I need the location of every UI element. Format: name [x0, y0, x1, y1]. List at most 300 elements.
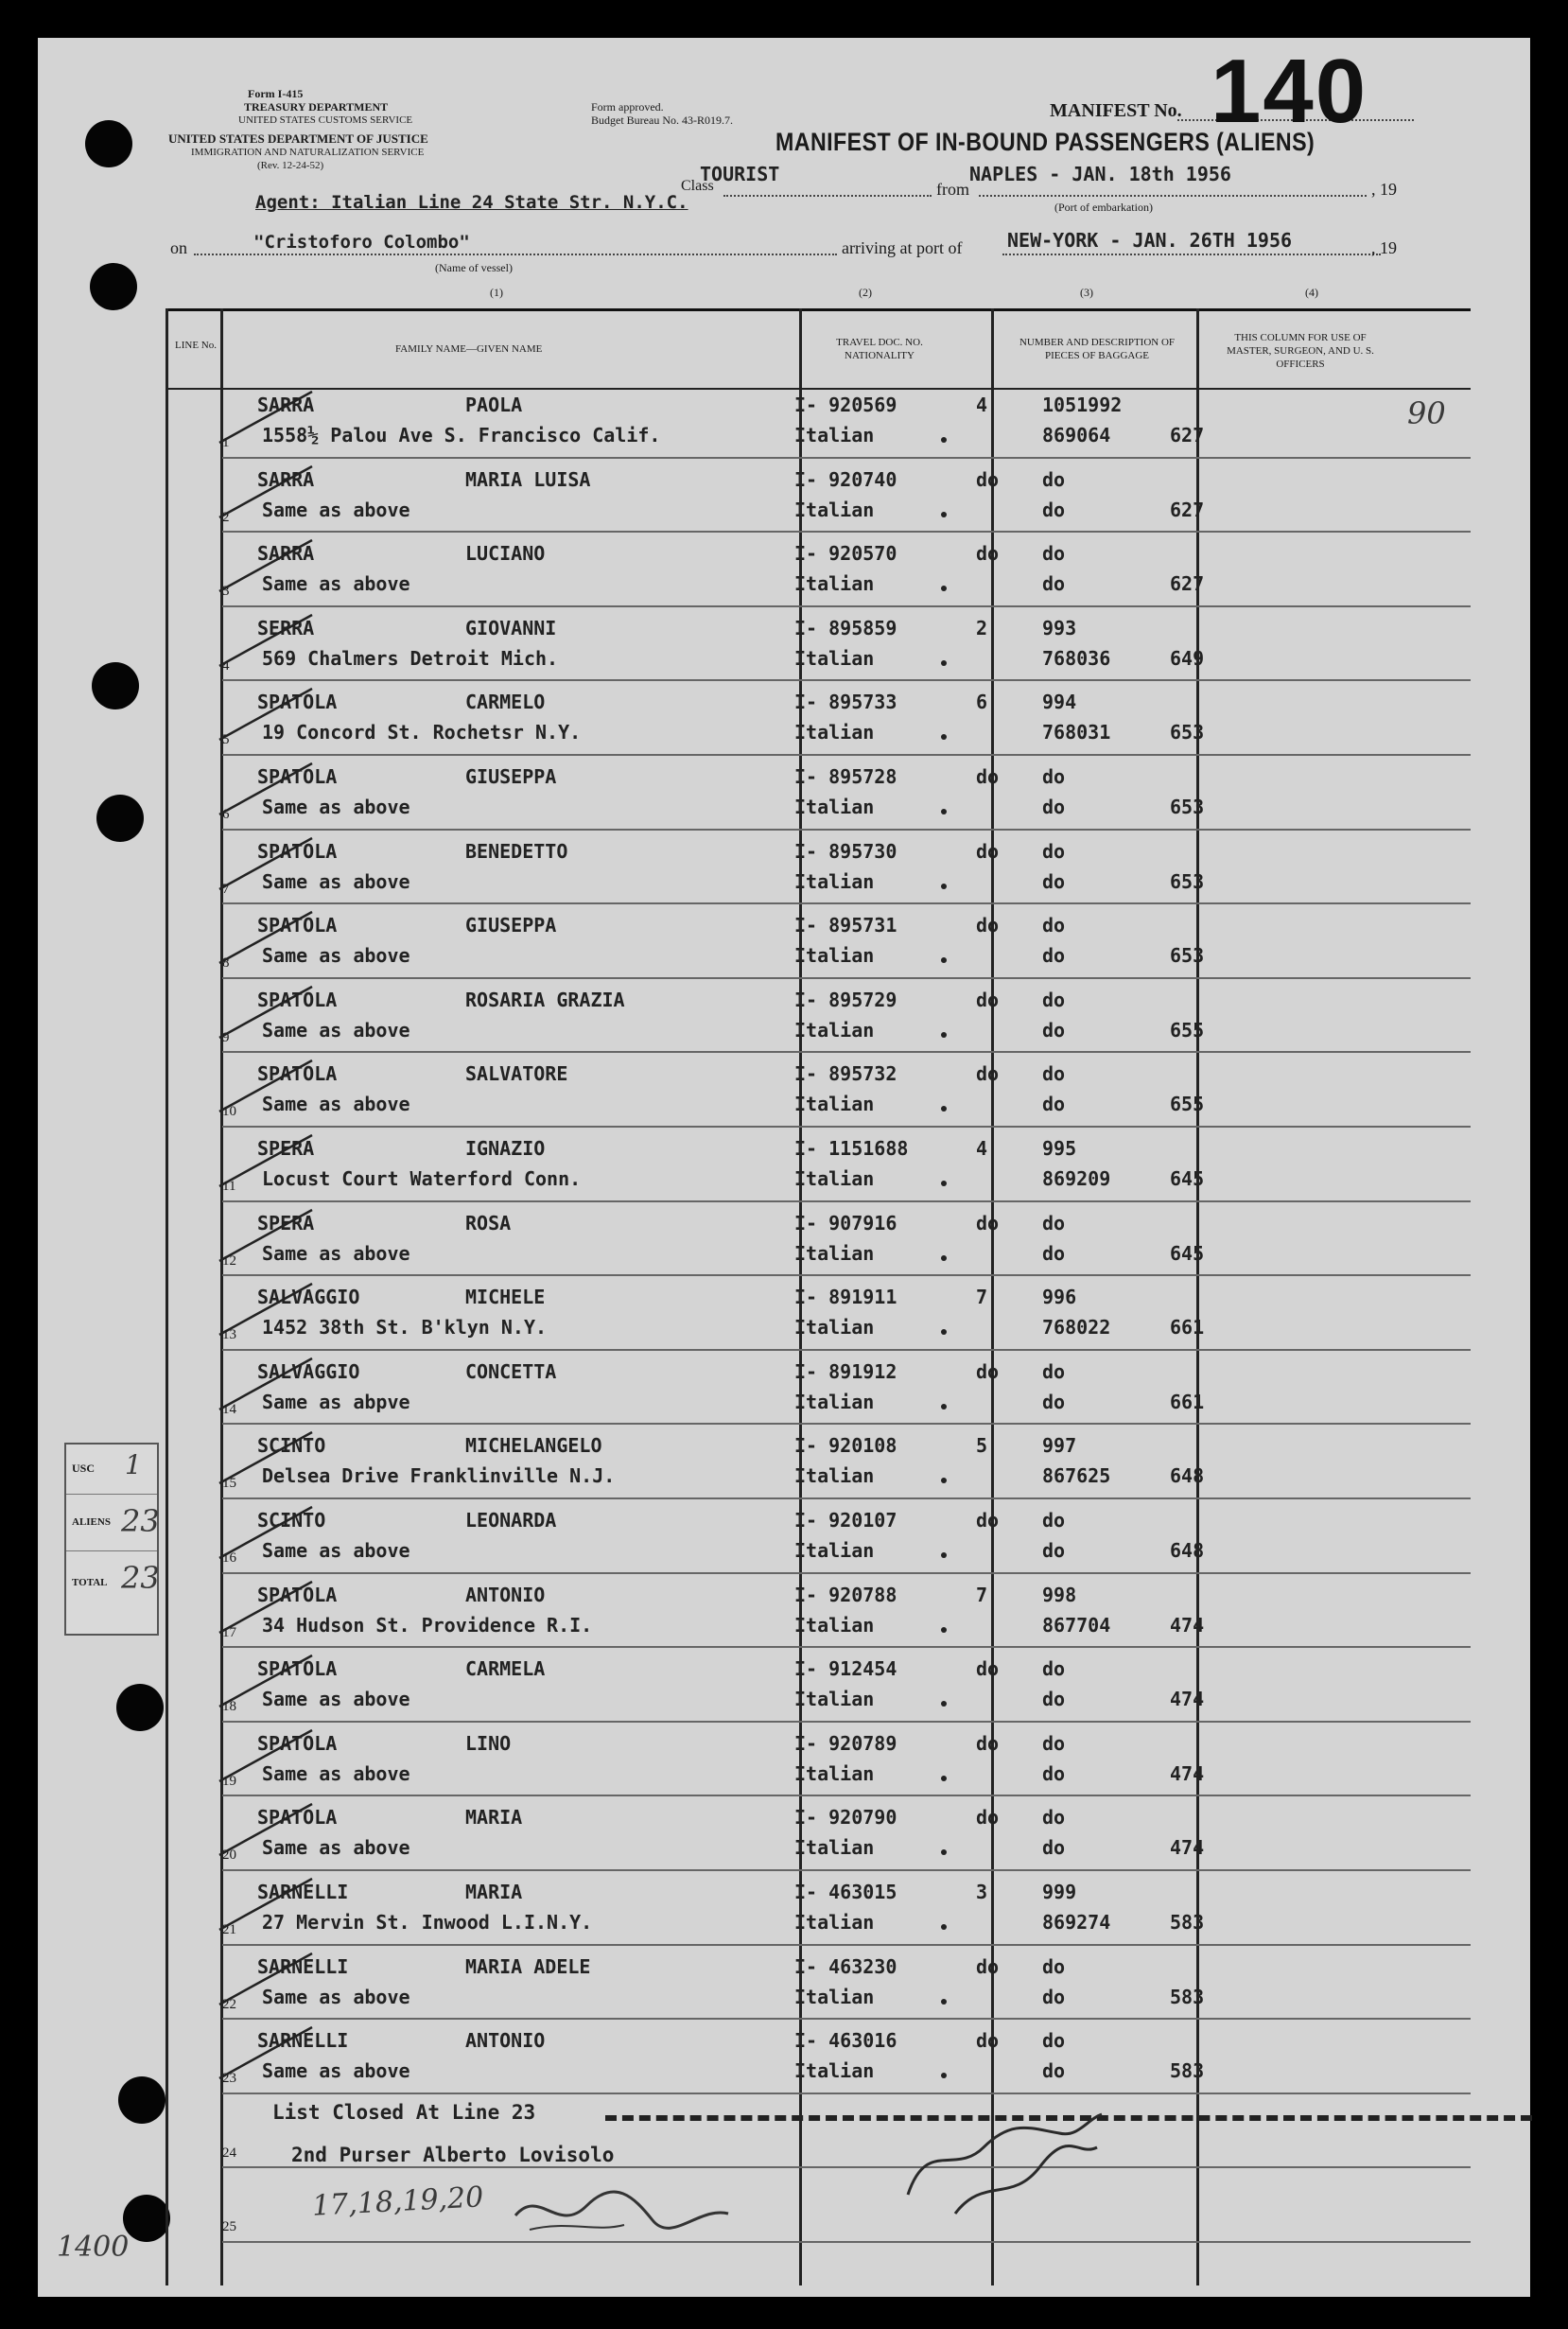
th-officers: THIS COLUMN FOR USE OF MASTER, SURGEON, AND U. S. OFFICERS: [1227, 332, 1374, 370]
baggage-desc-2: do: [1042, 1539, 1066, 1562]
vessel-name: "Cristoforo Colombo": [253, 232, 470, 253]
baggage-desc-1: do: [1042, 1806, 1066, 1830]
handwritten-signature: [511, 2178, 757, 2253]
stamp-usc-value: 1: [125, 1449, 142, 1480]
line-number: 8: [222, 955, 230, 972]
check-mark-icon: [218, 1796, 322, 1863]
family-name: SARRA: [257, 394, 315, 416]
address: Same as above: [262, 1688, 410, 1711]
check-mark-icon: [218, 681, 322, 747]
baggage-code: 474: [1170, 1761, 1205, 1785]
address: Delsea Drive Franklinville N.J.: [262, 1464, 616, 1488]
baggage-desc-2: do: [1042, 1985, 1066, 2008]
nationality: Italian: [794, 1688, 875, 1711]
row-divider: [222, 1126, 1471, 1128]
address: Same as above: [262, 572, 410, 596]
given-name: GIUSEPPA: [465, 765, 557, 788]
baggage-desc-1: 1051992: [1042, 394, 1123, 416]
th-baggage: NUMBER AND DESCRIPTION OF PIECES OF BAGGAGE: [1019, 337, 1176, 361]
check-mark-icon: [218, 979, 322, 1045]
nationality: Italian: [794, 869, 875, 893]
given-name: GIOVANNI: [465, 616, 557, 639]
baggage-code: 583: [1170, 2059, 1205, 2083]
address: Same as above: [262, 1539, 410, 1562]
baggage-pieces: do: [976, 1954, 1000, 1978]
baggage-desc-2: 869064: [1042, 424, 1111, 447]
family-name: SALVAGGIO: [257, 1359, 360, 1383]
row-divider: [222, 1051, 1471, 1053]
baggage-code: 583: [1170, 1911, 1205, 1934]
check-mark-icon: [218, 1276, 322, 1342]
address: Same as above: [262, 944, 410, 968]
check-mark-icon: [218, 2020, 322, 2086]
family-name: SPATOLA: [257, 839, 338, 863]
given-name: MARIA: [465, 1806, 523, 1830]
officer-note: 90: [1407, 395, 1446, 431]
check-mark-icon: [218, 756, 322, 822]
baggage-desc-1: 999: [1042, 1881, 1077, 1903]
baggage-code: 653: [1170, 869, 1205, 893]
address: 1452 38th St. B'klyn N.Y.: [262, 1316, 548, 1340]
passenger-rows: [38, 38, 1530, 2297]
customs-service: UNITED STATES CUSTOMS SERVICE: [238, 114, 413, 126]
baggage-pieces: do: [976, 914, 1000, 937]
nationality: Italian: [794, 1093, 875, 1116]
line-number: 18: [222, 1699, 236, 1715]
ins: IMMIGRATION AND NATURALIZATION SERVICE: [191, 147, 425, 158]
treasury-dept: TREASURY DEPARTMENT: [244, 100, 389, 114]
year-suffix: , 19: [1371, 180, 1397, 199]
arriving-label: arriving at port of: [842, 238, 963, 257]
baggage-desc-1: do: [1042, 2029, 1066, 2053]
baggage-desc-1: 997: [1042, 1434, 1077, 1458]
baggage-pieces: 6: [976, 691, 988, 714]
baggage-code: 648: [1170, 1539, 1205, 1562]
check-mark-icon: [218, 831, 322, 897]
line-number: 19: [222, 1773, 236, 1789]
line-number: 13: [222, 1327, 236, 1343]
nationality-dot: [941, 660, 947, 666]
given-name: ROSARIA GRAZIA: [465, 988, 625, 1011]
given-name: LINO: [465, 1731, 512, 1755]
baggage-desc-1: 998: [1042, 1583, 1077, 1606]
row-divider: [222, 531, 1471, 533]
baggage-desc-1: do: [1042, 542, 1066, 566]
address: Same as above: [262, 1018, 410, 1042]
family-name: SARNELLI: [257, 1954, 349, 1978]
baggage-desc-2: do: [1042, 1241, 1066, 1265]
baggage-desc-2: do: [1042, 1390, 1066, 1413]
baggage-desc-2: do: [1042, 1688, 1066, 1711]
row-divider: [222, 1869, 1471, 1871]
line-number: 22: [222, 1996, 236, 2012]
th-line-no: LINE No.: [175, 340, 217, 351]
nationality: Italian: [794, 1167, 875, 1190]
family-name: SPATOLA: [257, 988, 338, 1011]
manifest-number: 140: [1211, 41, 1368, 142]
address: 27 Mervin St. Inwood L.I.N.Y.: [262, 1911, 593, 1934]
address: Same as above: [262, 1093, 410, 1116]
row-divider: [222, 1423, 1471, 1425]
given-name: GIUSEPPA: [465, 914, 557, 937]
travel-doc-number: I- 920789: [794, 1731, 897, 1755]
given-name: MARIA: [465, 1881, 523, 1903]
travel-doc-number: I- 463016: [794, 2029, 897, 2053]
address: Locust Court Waterford Conn.: [262, 1167, 582, 1190]
nationality: Italian: [794, 1018, 875, 1042]
given-name: PAOLA: [465, 394, 523, 416]
baggage-desc-2: 768022: [1042, 1316, 1111, 1340]
address: Same as abpve: [262, 1390, 410, 1413]
baggage-desc-2: 768031: [1042, 721, 1111, 744]
margin-number: 1400: [57, 2231, 130, 2264]
baggage-pieces: do: [976, 2029, 1000, 2053]
family-name: SPERA: [257, 1137, 315, 1160]
line-number: 11: [222, 1179, 236, 1194]
given-name: CARMELO: [465, 691, 546, 714]
baggage-code: 655: [1170, 1018, 1205, 1042]
address: Same as above: [262, 498, 410, 521]
address: Same as above: [262, 869, 410, 893]
travel-doc-number: I- 895733: [794, 691, 897, 714]
stamp-total-label: TOTAL: [72, 1577, 108, 1588]
baggage-pieces: do: [976, 1731, 1000, 1755]
address: Same as above: [262, 2059, 410, 2083]
check-mark-icon: [218, 1574, 322, 1640]
baggage-desc-1: do: [1042, 467, 1066, 491]
nationality: Italian: [794, 1911, 875, 1934]
row-divider: [222, 1349, 1471, 1351]
col-num-4: (4): [1305, 286, 1318, 299]
handwritten-lines: 17,18,19,20: [311, 2180, 485, 2223]
given-name: BENEDETTO: [465, 839, 568, 863]
nationality: Italian: [794, 1464, 875, 1488]
nationality-dot: [941, 1255, 947, 1261]
check-mark-icon: [218, 1425, 322, 1491]
list-closed: List Closed At Line 23: [272, 2101, 536, 2124]
check-mark-icon: [218, 384, 322, 450]
arriving-value: NEW-YORK - JAN. 26TH 1956: [1007, 229, 1293, 252]
row-divider: [222, 1274, 1471, 1276]
baggage-desc-2: do: [1042, 796, 1066, 818]
line-number: 3: [222, 584, 230, 600]
baggage-desc-2: 869209: [1042, 1167, 1111, 1190]
baggage-desc-2: do: [1042, 944, 1066, 968]
nationality-dot: [941, 1032, 947, 1038]
stamp-total-value: 23: [121, 1560, 160, 1596]
family-name: SPATOLA: [257, 1657, 338, 1681]
nationality: Italian: [794, 2059, 875, 2083]
baggage-desc-2: 869274: [1042, 1911, 1111, 1934]
family-name: SARRA: [257, 542, 315, 566]
given-name: SALVATORE: [465, 1062, 568, 1086]
baggage-pieces: 3: [976, 1881, 988, 1903]
row-divider: [222, 1795, 1471, 1796]
baggage-pieces: do: [976, 988, 1000, 1011]
row-divider: [222, 1200, 1471, 1202]
family-name: SPERA: [257, 1211, 315, 1235]
nationality-dot: [941, 1701, 947, 1707]
baggage-pieces: do: [976, 467, 1000, 491]
nationality-dot: [941, 1552, 947, 1558]
travel-doc-number: I- 891912: [794, 1359, 897, 1383]
baggage-desc-2: do: [1042, 869, 1066, 893]
manifest-label: MANIFEST No.: [1050, 100, 1182, 121]
rev-date: (Rev. 12-24-52): [257, 160, 324, 171]
baggage-desc-2: do: [1042, 1093, 1066, 1116]
nationality: Italian: [794, 498, 875, 521]
col-num-1: (1): [490, 286, 503, 299]
page-title: MANIFEST OF IN-BOUND PASSENGERS (ALIENS): [775, 128, 1315, 156]
baggage-desc-1: do: [1042, 1731, 1066, 1755]
baggage-desc-2: 867625: [1042, 1464, 1111, 1488]
baggage-desc-1: do: [1042, 1211, 1066, 1235]
travel-doc-number: I- 920569: [794, 394, 897, 416]
line-number: 15: [222, 1476, 236, 1492]
baggage-desc-1: do: [1042, 1657, 1066, 1681]
col-num-2: (2): [859, 286, 872, 299]
travel-doc-number: I- 895729: [794, 988, 897, 1011]
nationality: Italian: [794, 1836, 875, 1860]
family-name: SPATOLA: [257, 691, 338, 714]
baggage-pieces: 4: [976, 394, 988, 416]
line-number: 24: [222, 2145, 236, 2161]
travel-doc-number: I- 891911: [794, 1286, 897, 1309]
baggage-desc-1: 995: [1042, 1137, 1077, 1160]
form-number: Form I-415: [248, 87, 304, 100]
baggage-pieces: 4: [976, 1137, 988, 1160]
given-name: MARIA LUISA: [465, 467, 591, 491]
check-mark-icon: [218, 459, 322, 525]
baggage-desc-1: 994: [1042, 691, 1077, 714]
address: Same as above: [262, 1985, 410, 2008]
row-divider: [222, 1646, 1471, 1648]
nationality: Italian: [794, 1761, 875, 1785]
row-divider: [222, 679, 1471, 681]
line-number: 16: [222, 1550, 236, 1566]
line-number: 10: [222, 1104, 236, 1120]
check-mark-icon: [218, 1128, 322, 1194]
line-number: 7: [222, 881, 230, 897]
nationality: Italian: [794, 1316, 875, 1340]
check-mark-icon: [218, 904, 322, 971]
line-number: 17: [222, 1624, 236, 1640]
family-name: SPATOLA: [257, 914, 338, 937]
row-divider: [222, 829, 1471, 831]
given-name: CONCETTA: [465, 1359, 557, 1383]
nationality-dot: [941, 1329, 947, 1335]
baggage-desc-1: do: [1042, 1954, 1066, 1978]
travel-doc-number: I- 895732: [794, 1062, 897, 1086]
address: Same as above: [262, 1761, 410, 1785]
nationality: Italian: [794, 721, 875, 744]
baggage-desc-2: do: [1042, 1836, 1066, 1860]
row-divider: [222, 2018, 1471, 2020]
baggage-pieces: 7: [976, 1286, 988, 1309]
nationality-dot: [941, 1181, 947, 1186]
line-number: 4: [222, 657, 230, 674]
on-label: on: [170, 238, 187, 257]
baggage-pieces: do: [976, 1806, 1000, 1830]
given-name: MARIA ADELE: [465, 1954, 591, 1978]
count-stamp: [64, 1443, 159, 1636]
baggage-code: 649: [1170, 646, 1205, 670]
travel-doc-number: I- 895728: [794, 765, 897, 788]
nationality-dot: [941, 437, 947, 443]
row-divider: [222, 2093, 1471, 2094]
form-approved: Form approved.: [591, 100, 664, 114]
baggage-desc-2: do: [1042, 1018, 1066, 1042]
address: 1558½ Palou Ave S. Francisco Calif.: [262, 424, 661, 447]
baggage-desc-1: do: [1042, 988, 1066, 1011]
stamp-aliens-value: 23: [121, 1503, 160, 1539]
given-name: MICHELE: [465, 1286, 546, 1309]
row-divider: [222, 1572, 1471, 1574]
stamp-aliens-label: ALIENS: [72, 1516, 111, 1528]
travel-doc-number: I- 895859: [794, 616, 897, 639]
travel-doc-number: I- 895731: [794, 914, 897, 937]
port-embark-caption: (Port of embarkation): [1054, 201, 1153, 214]
baggage-code: 648: [1170, 1464, 1205, 1488]
line-number: 21: [222, 1922, 236, 1937]
nationality: Italian: [794, 572, 875, 596]
nationality: Italian: [794, 1390, 875, 1413]
baggage-code: 653: [1170, 721, 1205, 744]
address: Same as above: [262, 1241, 410, 1265]
travel-doc-number: I- 920740: [794, 467, 897, 491]
check-mark-icon: [218, 1202, 322, 1269]
budget-bureau: Budget Bureau No. 43-R019.7.: [591, 114, 733, 127]
class-label: Class: [681, 178, 714, 194]
baggage-desc-2: 867704: [1042, 1613, 1111, 1637]
baggage-desc-2: do: [1042, 572, 1066, 596]
baggage-code: 645: [1170, 1167, 1205, 1190]
baggage-desc-2: do: [1042, 1761, 1066, 1785]
from-label: from: [936, 180, 969, 199]
baggage-pieces: do: [976, 1657, 1000, 1681]
nationality-dot: [941, 1404, 947, 1410]
travel-doc-number: I- 920108: [794, 1434, 897, 1458]
given-name: LUCIANO: [465, 542, 546, 566]
stamp-usc-label: USC: [72, 1462, 96, 1475]
travel-doc-number: I- 920788: [794, 1583, 897, 1606]
baggage-code: 627: [1170, 424, 1205, 447]
travel-doc-number: I- 920790: [794, 1806, 897, 1830]
address: Same as above: [262, 796, 410, 818]
nationality-dot: [941, 734, 947, 740]
family-name: SCINTO: [257, 1434, 326, 1458]
line-number: 5: [222, 732, 230, 748]
row-divider: [222, 457, 1471, 459]
baggage-pieces: 5: [976, 1434, 988, 1458]
doj: UNITED STATES DEPARTMENT OF JUSTICE: [168, 131, 428, 146]
nationality-dot: [941, 809, 947, 814]
baggage-code: 653: [1170, 944, 1205, 968]
given-name: CARMELA: [465, 1657, 546, 1681]
vessel-caption: (Name of vessel): [435, 261, 513, 274]
given-name: MICHELANGELO: [465, 1434, 602, 1458]
nationality-dot: [941, 884, 947, 889]
baggage-pieces: do: [976, 1509, 1000, 1532]
given-name: ANTONIO: [465, 2029, 546, 2053]
check-mark-icon: [218, 1499, 322, 1566]
row-divider: [222, 605, 1471, 607]
baggage-desc-1: do: [1042, 1509, 1066, 1532]
travel-doc-number: I- 920107: [794, 1509, 897, 1532]
travel-doc-number: I- 907916: [794, 1211, 897, 1235]
from-value: NAPLES - JAN. 18th 1956: [969, 163, 1231, 185]
nationality-dot: [941, 957, 947, 963]
check-mark-icon: [218, 1351, 322, 1417]
nationality-dot: [941, 1627, 947, 1633]
check-mark-icon: [218, 533, 322, 599]
baggage-code: 474: [1170, 1688, 1205, 1711]
line-number: 6: [222, 807, 230, 822]
row-divider: [222, 1721, 1471, 1723]
baggage-desc-1: do: [1042, 765, 1066, 788]
baggage-desc-2: 768036: [1042, 646, 1111, 670]
baggage-desc-2: do: [1042, 498, 1066, 521]
row-divider: [222, 2241, 1471, 2243]
nationality-dot: [941, 1924, 947, 1930]
line-number: 12: [222, 1252, 236, 1269]
address: 34 Hudson St. Providence R.I.: [262, 1613, 593, 1637]
nationality: Italian: [794, 1539, 875, 1562]
col-num-3: (3): [1080, 286, 1093, 299]
nationality-dot: [941, 1849, 947, 1855]
given-name: LEONARDA: [465, 1509, 557, 1532]
check-mark-icon: [218, 1648, 322, 1714]
travel-doc-number: I- 895730: [794, 839, 897, 863]
line-number: 9: [222, 1029, 230, 1045]
family-name: SARNELLI: [257, 1881, 349, 1903]
class-value: TOURIST: [700, 163, 780, 185]
check-mark-icon: [218, 1723, 322, 1789]
nationality-dot: [941, 1999, 947, 2005]
family-name: SPATOLA: [257, 1731, 338, 1755]
check-mark-icon: [218, 1053, 322, 1119]
baggage-code: 627: [1170, 498, 1205, 521]
travel-doc-number: I- 463015: [794, 1881, 897, 1903]
nationality: Italian: [794, 1241, 875, 1265]
check-mark-icon: [218, 1871, 322, 1937]
baggage-code: 474: [1170, 1836, 1205, 1860]
nationality-dot: [941, 2073, 947, 2078]
baggage-pieces: do: [976, 765, 1000, 788]
nationality: Italian: [794, 944, 875, 968]
nationality-dot: [941, 1776, 947, 1781]
baggage-desc-2: do: [1042, 2059, 1066, 2083]
given-name: ROSA: [465, 1211, 512, 1235]
address: 19 Concord St. Rochetsr N.Y.: [262, 721, 582, 744]
baggage-desc-1: do: [1042, 914, 1066, 937]
baggage-pieces: 2: [976, 616, 988, 639]
nationality: Italian: [794, 1613, 875, 1637]
nationality: Italian: [794, 1985, 875, 2008]
address: Same as above: [262, 1836, 410, 1860]
baggage-code: 661: [1170, 1316, 1205, 1340]
check-mark-icon: [218, 607, 322, 674]
baggage-pieces: do: [976, 1211, 1000, 1235]
row-divider: [222, 2166, 1471, 2168]
family-name: SARNELLI: [257, 2029, 349, 2053]
baggage-pieces: do: [976, 1359, 1000, 1383]
family-name: SALVAGGIO: [257, 1286, 360, 1309]
baggage-code: 583: [1170, 1985, 1205, 2008]
nationality-dot: [941, 1478, 947, 1483]
nationality: Italian: [794, 796, 875, 818]
year-suffix-2: , 19: [1371, 238, 1397, 257]
